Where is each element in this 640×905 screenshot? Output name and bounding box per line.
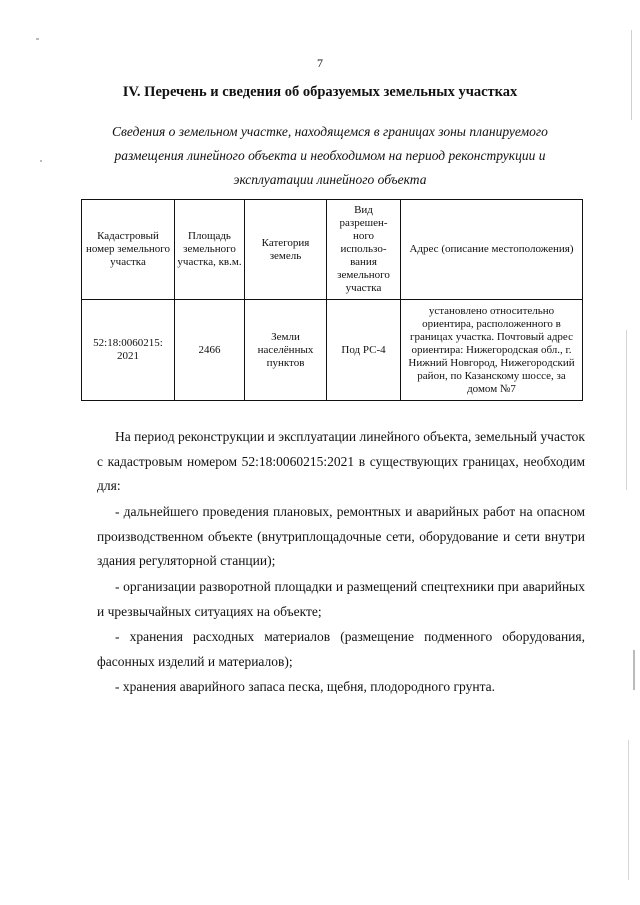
header-permitted-use: Вид разрешен-ного использо-вания земельного участка — [327, 200, 401, 300]
scan-mark — [631, 30, 632, 120]
caption-line: Сведения о земельном участке, находящемся в границах зоны планируемого — [112, 124, 548, 139]
header-cadastral-number: Кадастровый номер земельного участка — [82, 200, 175, 300]
cell-cadastral-number: 52:18:0060215: 2021 — [82, 300, 175, 401]
header-land-category: Категория земель — [245, 200, 327, 300]
scan-mark — [40, 160, 42, 162]
cell-address: установлено относительно ориентира, расположенного в границах участка. Почтовый адрес ориентира: Нижегородская обл., г. Нижний Новгород, Нижегородский район, по Казанскому шоссе, за домом №7 — [401, 300, 583, 401]
cell-permitted-use: Под РС-4 — [327, 300, 401, 401]
scan-mark — [36, 38, 39, 40]
lead-paragraph: На период реконструкции и эксплуатации линейного объекта, земельный участок с кадастровым номером 52:18:0060215:2021 в существующих границах, необходим для: — [97, 429, 585, 493]
table-row — [82, 300, 583, 401]
table-caption — [80, 120, 580, 192]
list-item: - дальнейшего проведения плановых, ремонтных и аварийных работ на опасном производственном объекте (внутриплощадочные сети, оборудование и сети внутри здания регуляторной станции); — [97, 504, 585, 568]
cell-land-category: Земли населённых пунктов — [245, 300, 327, 401]
header-area: Площадь земельного участка, кв.м. — [175, 200, 245, 300]
scan-mark — [633, 650, 635, 690]
scan-mark — [628, 740, 629, 880]
header-address: Адрес (описание местоположения) — [401, 200, 583, 300]
page-number: 7 — [317, 56, 323, 70]
table-header-row — [82, 200, 583, 300]
caption-line: эксплуатации линейного объекта — [233, 172, 427, 187]
cell-area: 2466 — [175, 300, 245, 401]
land-parcel-table — [81, 199, 583, 401]
section-title: IV. Перечень и сведения об образуемых земельных участках — [122, 84, 518, 100]
scan-mark — [626, 330, 627, 490]
caption-line: размещения линейного объекта и необходимом на период реконструкции и — [114, 148, 546, 163]
list-item: - хранения расходных материалов (размещение подменного оборудования, фасонных изделий и материалов); — [97, 629, 585, 669]
list-item: - организации разворотной площадки и размещений спецтехники при аварийных и чрезвычайных ситуациях на объекте; — [97, 579, 585, 619]
list-item: - хранения аварийного запаса песка, щебня, плодородного грунта. — [115, 679, 495, 694]
